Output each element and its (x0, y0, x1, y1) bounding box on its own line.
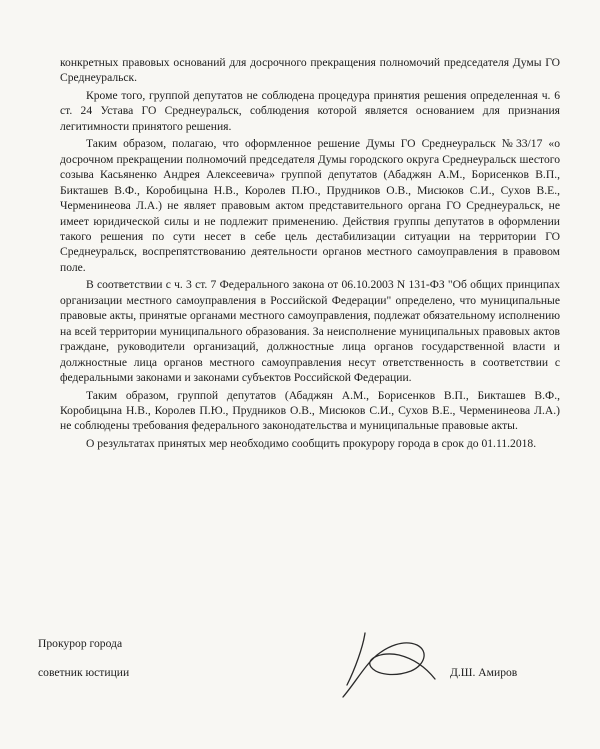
paragraph-4: В соответствии с ч. 3 ст. 7 Федерального закона от 06.10.2003 N 131-ФЗ "Об общих принципах организации местного самоуправления в Российской Федерации" определено, что муниципальные правовые акты, принятые органами местного самоуправления, подлежат обязательному исполнению на всей территории муниципального образования. За неисполнение муниципальных правовых актов граждане, руководители организаций, должностные лица органов государственной власти и должностные лица органов местного самоуправления несут ответственность в соответствии с федеральными законами и законами субъектов Российской Федерации. (60, 278, 560, 385)
document-body (60, 55, 560, 451)
paragraph-3: Таким образом, полагаю, что оформленное решение Думы ГО Среднеуральск №33/17 «о досрочном прекращении полномочий председателя Думы городского округа Среднеуральск шестого созыва Касьяненко Андрея Алексеевича» группой депутатов (Абаджян А.М., Борисенков В.П., Бикташев В.Ф., Коробицына Н.В., Королев П.Ю., Прудников О.В., Мисюков С.И., Сухов В.Е., Черменинеова Л.А.) не являет правовым актом представительного органа ГО Среднеуральск, не имеет юридической силы и не подлежит применению. Действия группы депутатов в оформлении такого решения по сути несет в себе цель дестабилизации ситуации на территории ГО Среднеуральск, воспрепятствованию деятельности органов местного самоуправления в правовом поле. (60, 137, 560, 274)
signatory-position-line1: Прокурор города (38, 637, 123, 650)
paragraph-5: Таким образом, группой депутатов (Абаджян А.М., Борисенков В.П., Бикташев В.Ф., Коробицына Н.В., Королев П.Ю., Прудников О.В., Мисюков С.И., Сухов В.Е., Черменинеова Л.А.) не соблюдены требования федерального законодательства и муниципальные правовые акты. (60, 388, 560, 433)
paragraph-6: О результатах принятых мер необходимо сообщить прокурору города в срок до 01.11.2018. (86, 436, 537, 450)
signatory-position-line2: советник юстиции (38, 666, 130, 679)
paragraph-1: конкретных правовых оснований для досрочного прекращения полномочий председателя Думы ГО Среднеуральск. (60, 56, 560, 85)
signatory-name: Д.Ш. Амиров (450, 666, 518, 679)
paragraph-2: Кроме того, группой депутатов не соблюдена процедура принятия решения определенная ч. 6 ст. 24 Устава ГО Среднеуральск, соблюдения которой является основанием для признания легитимности принятого решения. (60, 88, 560, 133)
handwritten-signature (325, 625, 455, 705)
